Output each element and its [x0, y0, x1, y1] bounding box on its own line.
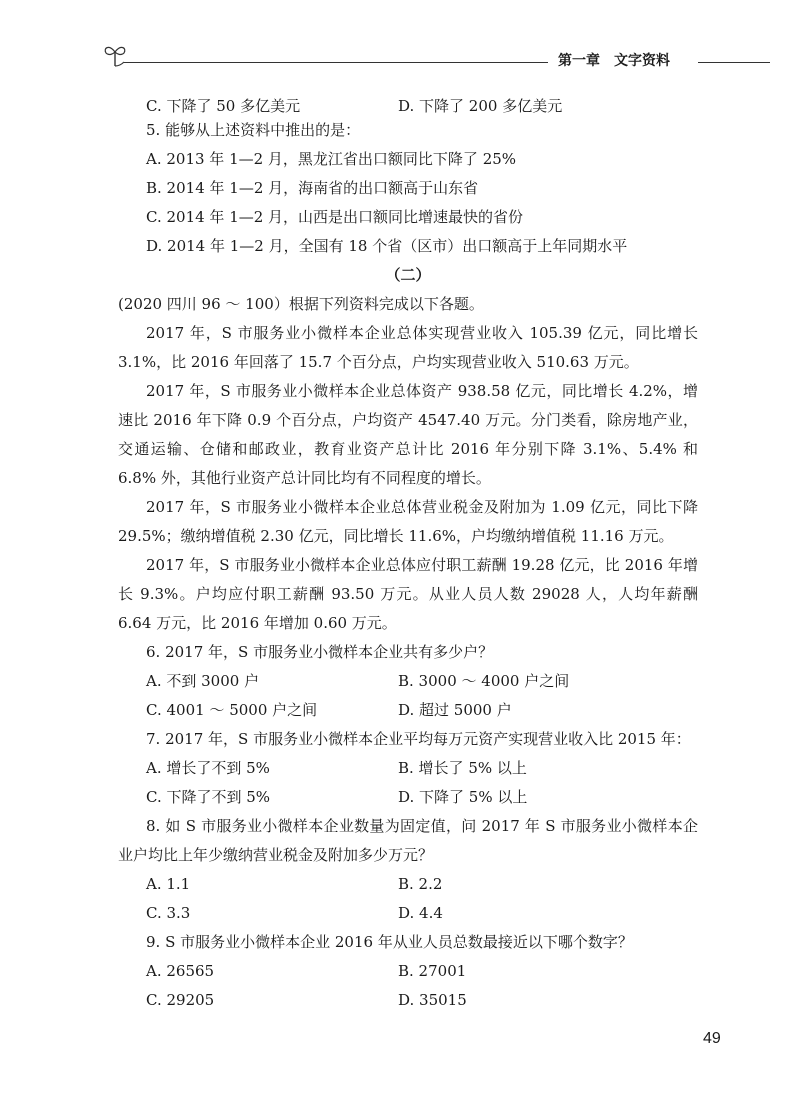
- q7-options-row-1: [118, 754, 698, 783]
- q4-option-c: C. 下降了 50 多亿美元: [146, 97, 301, 115]
- material-paragraph-3: 2017 年，S 市服务业小微样本企业总体营业税金及附加为 1.09 亿元，同比下降 29.5%；缴纳增值税 2.30 亿元，同比增长 11.6%，户均缴纳增值税 11.16 万元。: [118, 498, 698, 545]
- q9-options-row-1: [118, 957, 698, 986]
- q8-option-c: C. 3.3: [146, 904, 191, 922]
- q5-option-a: A. 2013 年 1—2 月，黑龙江省出口额同比下降了 25%: [146, 150, 517, 168]
- material-paragraph-2: 2017 年，S 市服务业小微样本企业总体资产 938.58 亿元，同比增长 4.2%，增速比 2016 年下降 0.9 个百分点，户均资产 4547.40 万元。分门类看，除房地产业，交通运输、仓储和邮政业，教育业资产总计比 2016 年分别下降 3.1%、5.4% 和 6.8% 外，其他行业资产总计同比均有不同程度的增长。: [118, 382, 698, 487]
- question-7: 7. 2017 年，S 市服务业小微样本企业平均每万元资产实现营业收入比 2015 年：: [146, 730, 691, 748]
- material-paragraph-1: 2017 年，S 市服务业小微样本企业总体实现营业收入 105.39 亿元，同比增长 3.1%，比 2016 年回落了 15.7 个百分点，户均实现营业收入 510.63 万元。: [118, 324, 698, 371]
- question-9: 9. S 市服务业小微样本企业 2016 年从业人员总数最接近以下哪个数字？: [146, 933, 633, 951]
- header-rule-left: [124, 62, 548, 63]
- q7-options-row-2: [118, 783, 698, 812]
- q8-option-d: D. 4.4: [398, 904, 443, 922]
- q8-options-row-2: [118, 899, 698, 928]
- q9-option-b: B. 27001: [398, 962, 467, 980]
- chapter-heading: [558, 50, 670, 70]
- material-paragraph-4: 2017 年，S 市服务业小微样本企业总体应付职工薪酬 19.28 亿元，比 2016 年增长 9.3%。户均应付职工薪酬 93.50 万元。从业人员人数 29028 人，人均年薪酬 6.64 万元，比 2016 年增加 0.60 万元。: [118, 556, 698, 632]
- q6-options-row-2: [118, 696, 698, 725]
- q9-options-row-2: [118, 986, 698, 1015]
- q8-options-row-1: [118, 870, 698, 899]
- q5-option-b: B. 2014 年 1—2 月，海南省的出口额高于山东省: [146, 179, 479, 197]
- q9-option-d: D. 35015: [398, 991, 467, 1009]
- q4-options-row: [118, 95, 698, 116]
- q6-option-b: B. 3000 ～ 4000 户之间: [398, 672, 570, 690]
- header-rule-right: [698, 62, 770, 63]
- q6-option-c: C. 4001 ～ 5000 户之间: [146, 701, 318, 719]
- q5-option-d: D. 2014 年 1—2 月，全国有 18 个省（区市）出口额高于上年同期水平: [146, 237, 628, 255]
- q7-option-d: D. 下降了 5% 以上: [398, 788, 528, 806]
- q7-option-a: A. 增长了不到 5%: [146, 759, 270, 777]
- q4-option-d: D. 下降了 200 多亿美元: [398, 97, 563, 115]
- q6-options-row-1: [118, 667, 698, 696]
- question-6: 6. 2017 年，S 市服务业小微样本企业共有多少户？: [146, 643, 494, 661]
- q9-option-c: C. 29205: [146, 991, 215, 1009]
- chapter-title: 文字资料: [614, 53, 670, 69]
- page-body: [118, 95, 698, 1015]
- chapter-number: 第一章: [558, 53, 600, 69]
- page-header: [100, 40, 770, 70]
- sprout-icon: [100, 40, 130, 70]
- q5-option-c: C. 2014 年 1—2 月，山西是出口额同比增速最快的省份: [146, 208, 524, 226]
- q9-option-a: A. 26565: [146, 962, 215, 980]
- q7-option-c: C. 下降了不到 5%: [146, 788, 271, 806]
- question-8: 8. 如 S 市服务业小微样本企业数量为固定值，问 2017 年 S 市服务业小微样本企业户均比上年少缴纳营业税金及附加多少万元？: [118, 817, 698, 864]
- q8-option-b: B. 2.2: [398, 875, 443, 893]
- q6-option-d: D. 超过 5000 户: [398, 701, 512, 719]
- page-number: 49: [703, 1030, 721, 1047]
- section-heading: （二）: [385, 266, 431, 284]
- q6-option-a: A. 不到 3000 户: [146, 672, 260, 690]
- q8-option-a: A. 1.1: [146, 875, 191, 893]
- question-5: 5. 能够从上述资料中推出的是：: [146, 121, 361, 139]
- q7-option-b: B. 增长了 5% 以上: [398, 759, 527, 777]
- material-intro: (2020 四川 96 ～ 100）根据下列资料完成以下各题。: [118, 295, 484, 313]
